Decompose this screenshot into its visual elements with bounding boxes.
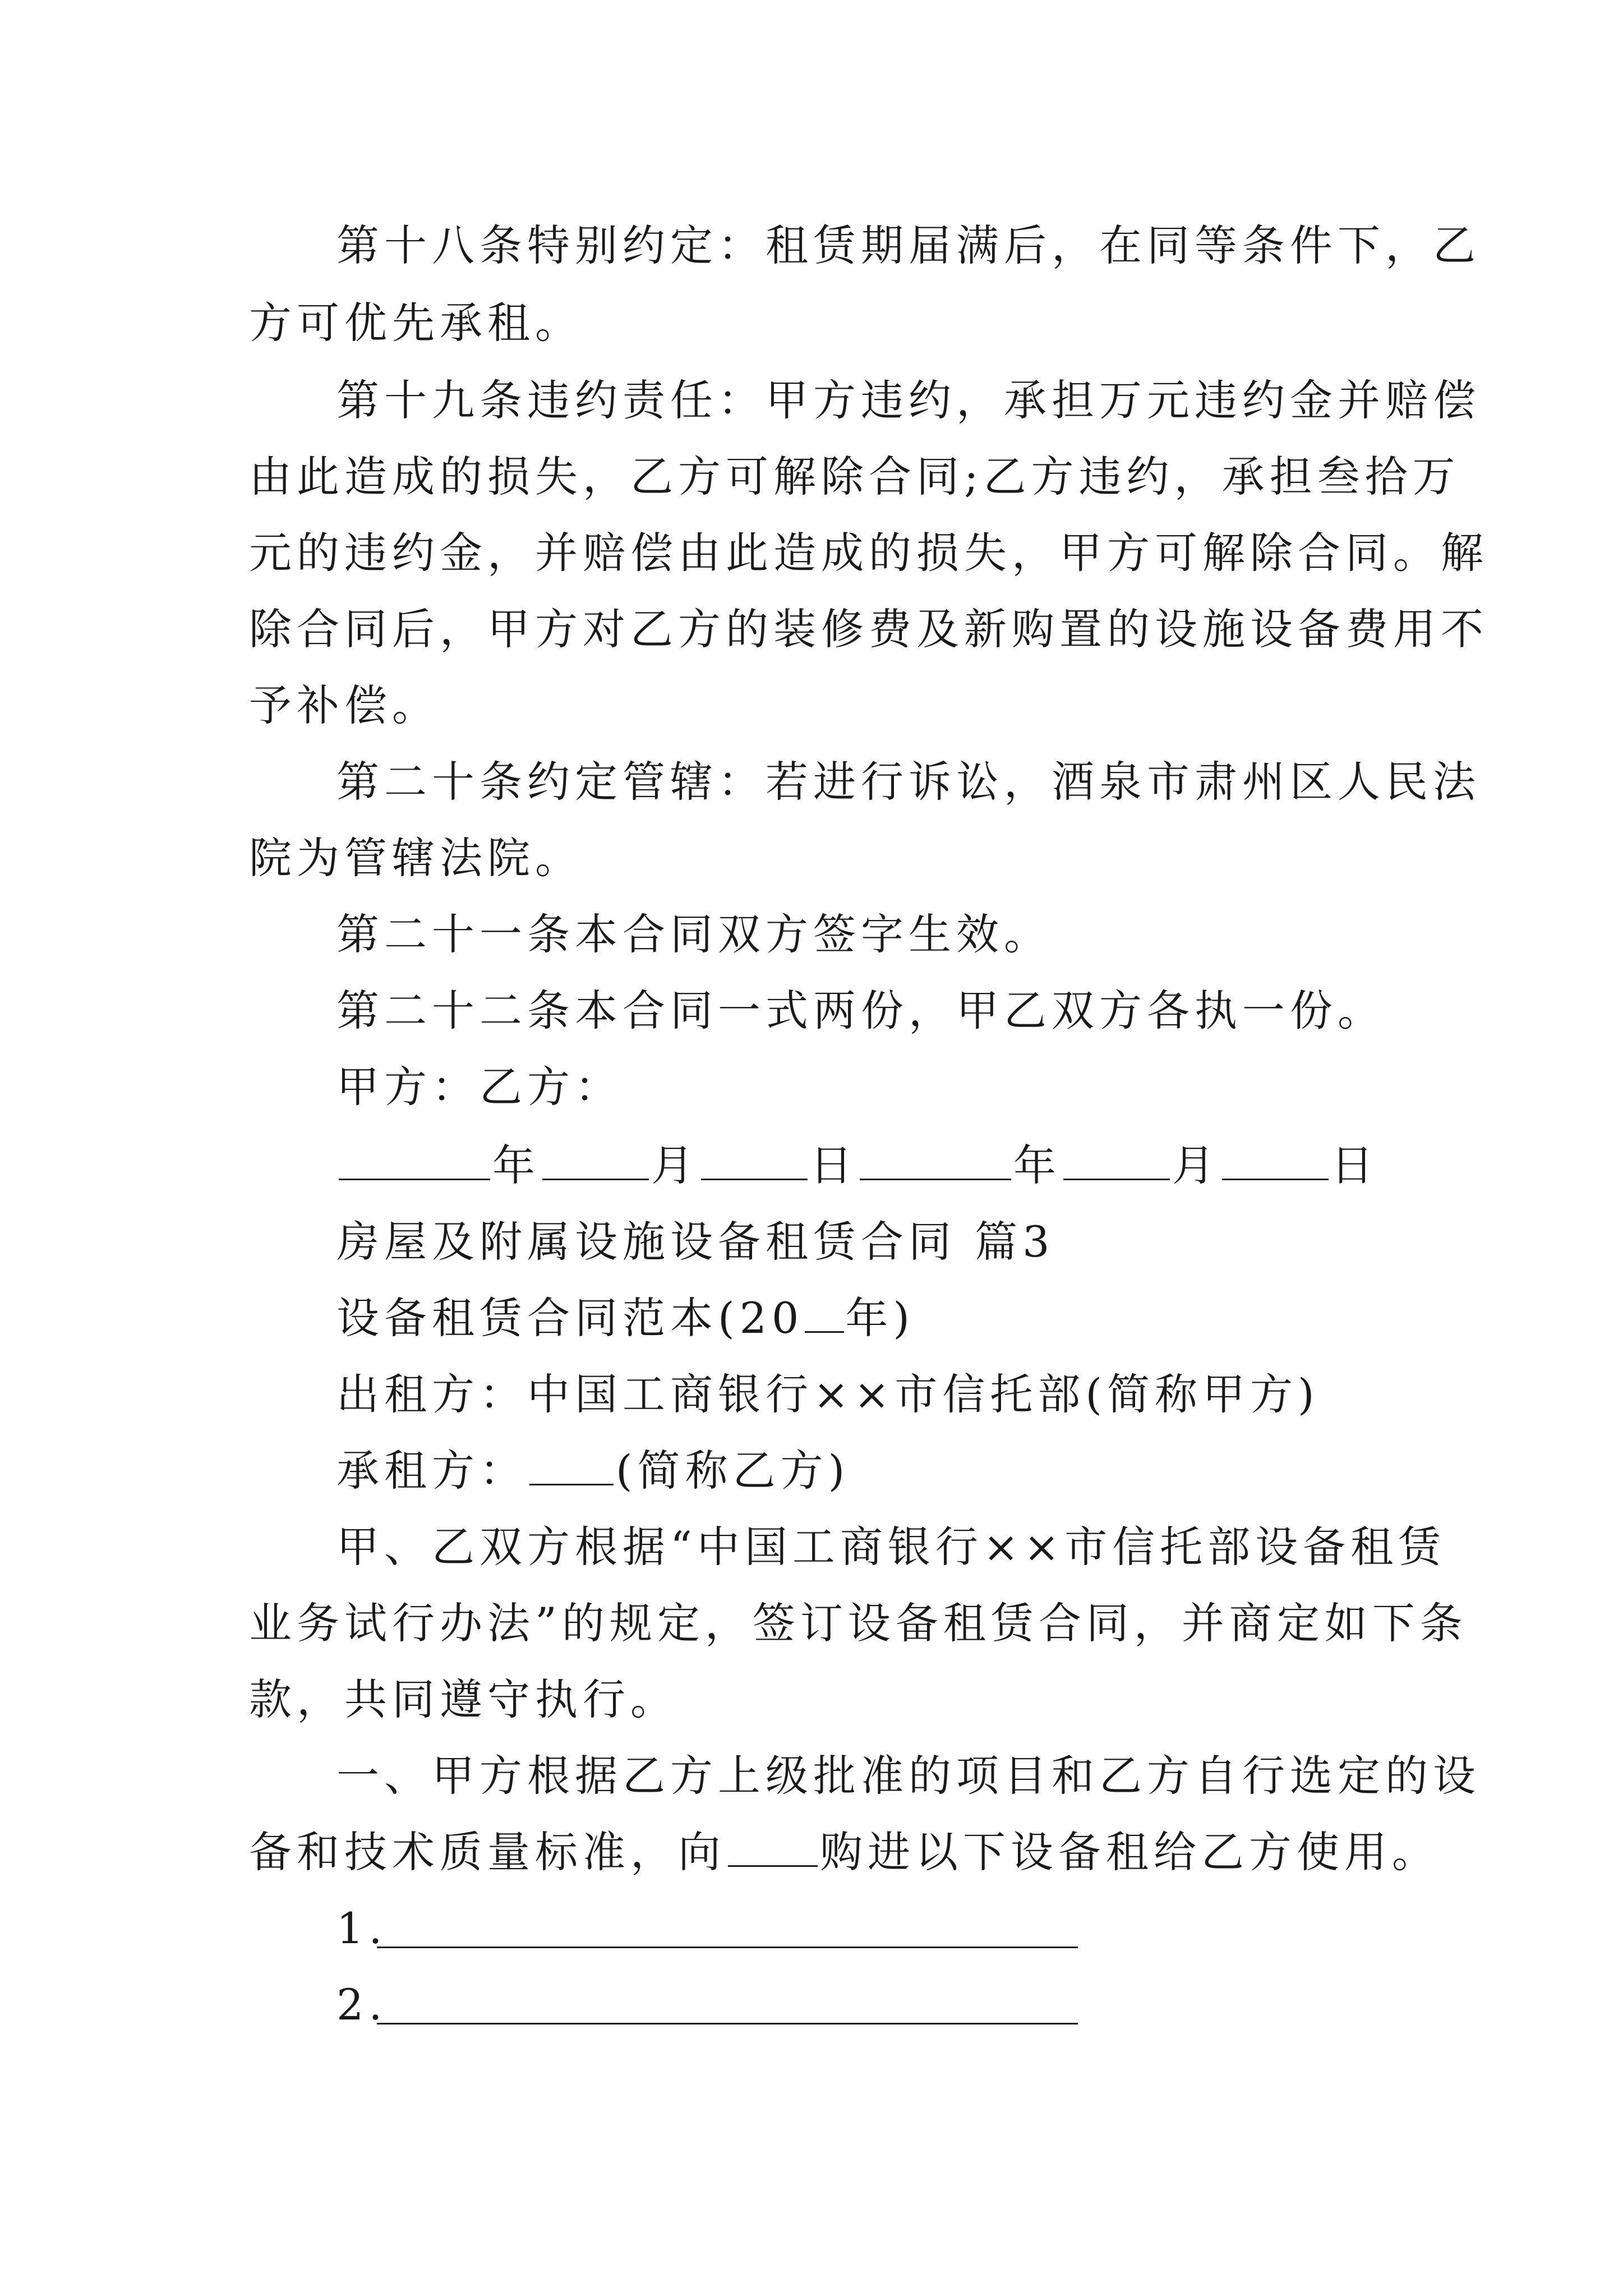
year-blank-2 [860, 1139, 1011, 1180]
contract-title [336, 1290, 915, 1346]
clause-1-line-1: 一、甲方根据乙方上级批准的项目和乙方自行选定的设 [336, 1751, 1481, 1801]
month-blank-1 [542, 1139, 649, 1180]
year-blank-1 [339, 1139, 490, 1180]
signature-date-row [336, 1138, 1378, 1194]
clause-1-suffix: 购进以下设备租给乙方使用。 [820, 1827, 1440, 1877]
article-22: 第二十二条本合同一式两份，甲乙双方各执一份。 [336, 986, 1385, 1036]
intro-line-1: 甲、乙双方根据“中国工商银行××市信托部设备租赁 [336, 1522, 1446, 1572]
intro-line-2: 业务试行办法”的规定，签订设备租赁合同，并商定如下条 [249, 1598, 1468, 1648]
article-21: 第二十一条本合同双方签字生效。 [336, 909, 1052, 959]
lessee-suffix: (简称乙方) [616, 1446, 850, 1496]
year-label-1: 年 [492, 1140, 540, 1190]
lessee-blank [529, 1444, 614, 1485]
lessor-line: 出租方：中国工商银行××市信托部(简称甲方) [336, 1369, 1320, 1419]
article-18-line-1: 第十八条特别约定：租赁期届满后，在同等条件下，乙 [336, 220, 1481, 270]
article-19-line-2: 由此造成的损失，乙方可解除合同;乙方违约，承担叁拾万 [249, 452, 1460, 501]
item-1-blank [377, 1947, 1078, 1948]
article-19-line-3: 元的违约金，并赔偿由此造成的损失，甲方可解除合同。解 [249, 528, 1488, 578]
year-label-2: 年 [1013, 1140, 1061, 1190]
signature-parties: 甲方：乙方： [336, 1062, 623, 1112]
supplier-blank [728, 1826, 818, 1867]
article-20-line-2: 院为管辖法院。 [249, 833, 583, 883]
year-blank [805, 1292, 844, 1333]
clause-1-prefix: 备和技术质量标准，向 [249, 1827, 726, 1877]
section-title: 房屋及附属设施设备租赁合同 篇3 [336, 1217, 1055, 1267]
month-blank-2 [1063, 1139, 1170, 1180]
month-label-1: 月 [651, 1140, 699, 1190]
clause-1-line-2 [249, 1824, 1440, 1880]
article-20-line-1: 第二十条约定管辖：若进行诉讼，酒泉市肃州区人民法 [336, 757, 1481, 807]
item-2-blank [377, 2023, 1078, 2024]
item-1-label: 1. [336, 1903, 388, 1953]
day-label-1: 日 [810, 1140, 857, 1190]
contract-title-prefix: 设备租赁合同范本(20 [336, 1293, 804, 1343]
lessee-line [336, 1443, 850, 1499]
article-19-line-5: 予补偿。 [249, 680, 440, 730]
day-blank-2 [1222, 1139, 1329, 1180]
article-19-line-4: 除合同后，甲方对乙方的装修费及新购置的设施设备费用不 [249, 604, 1488, 654]
month-label-2: 月 [1172, 1140, 1220, 1190]
article-19-line-1: 第十九条违约责任：甲方违约，承担万元违约金并赔偿 [336, 375, 1481, 425]
day-label-2: 日 [1331, 1140, 1378, 1190]
article-18-line-2: 方可优先承租。 [249, 298, 583, 348]
item-2-label: 2. [336, 1980, 388, 2030]
day-blank-1 [701, 1139, 808, 1180]
intro-line-3: 款，共同遵守执行。 [249, 1674, 678, 1724]
lessee-label: 承租方： [336, 1446, 527, 1496]
contract-title-suffix: 年) [845, 1293, 915, 1343]
